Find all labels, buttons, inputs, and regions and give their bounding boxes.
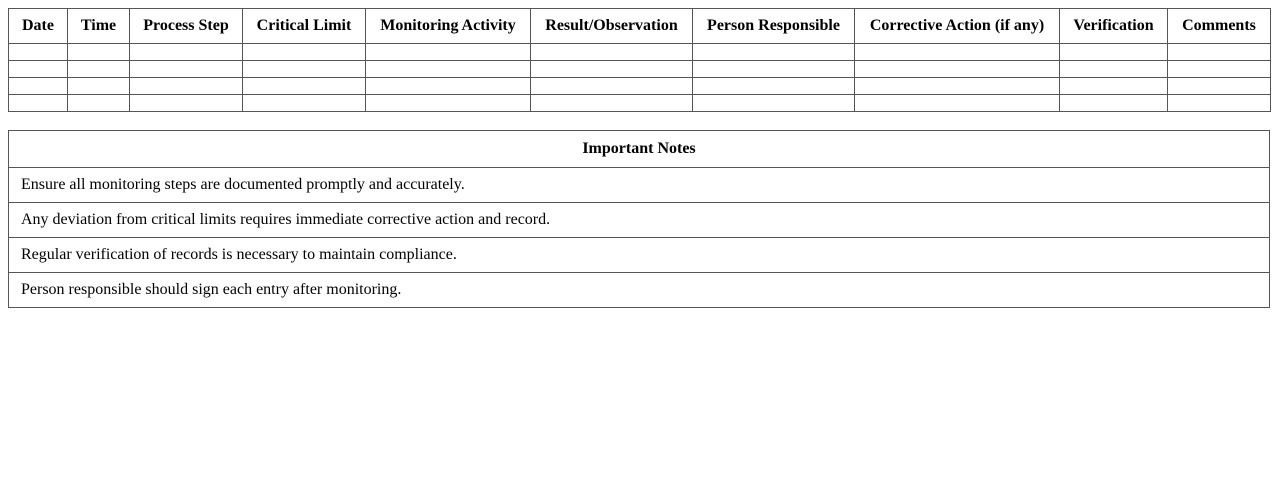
entry-process-step-cell[interactable] (130, 61, 243, 78)
entry-date-cell[interactable] (9, 78, 68, 95)
note-row (9, 203, 1270, 238)
entry-person-responsible-cell[interactable] (693, 44, 855, 61)
entry-comments-cell[interactable] (1168, 95, 1271, 112)
entry-person-responsible-cell[interactable] (693, 78, 855, 95)
column-header-corrective-action: Corrective Action (if any) (855, 9, 1060, 44)
monitoring-log-table (8, 8, 1271, 112)
entry-corrective-action-cell[interactable] (855, 61, 1060, 78)
entry-comments-cell[interactable] (1168, 61, 1271, 78)
column-header-verification: Verification (1060, 9, 1168, 44)
column-header-result-observation: Result/Observation (531, 9, 693, 44)
column-header-process-step: Process Step (130, 9, 243, 44)
entry-comments-cell[interactable] (1168, 78, 1271, 95)
log-entry-row (9, 61, 1271, 78)
entry-comments-cell[interactable] (1168, 44, 1271, 61)
note-row (9, 273, 1270, 308)
entry-corrective-action-cell[interactable] (855, 44, 1060, 61)
entry-verification-cell[interactable] (1060, 44, 1168, 61)
entry-monitoring-activity-cell[interactable] (366, 95, 531, 112)
column-header-date: Date (9, 9, 68, 44)
column-header-monitoring-activity: Monitoring Activity (366, 9, 531, 44)
entry-corrective-action-cell[interactable] (855, 78, 1060, 95)
entry-person-responsible-cell[interactable] (693, 61, 855, 78)
note-row (9, 238, 1270, 273)
entry-result-observation-cell[interactable] (531, 61, 693, 78)
entry-verification-cell[interactable] (1060, 95, 1168, 112)
column-header-critical-limit: Critical Limit (243, 9, 366, 44)
column-header-time: Time (68, 9, 130, 44)
note-item: Any deviation from critical limits requires immediate corrective action and record. (9, 203, 1270, 238)
entry-time-cell[interactable] (68, 78, 130, 95)
column-header-person-responsible: Person Responsible (693, 9, 855, 44)
entry-date-cell[interactable] (9, 95, 68, 112)
entry-process-step-cell[interactable] (130, 95, 243, 112)
log-entry-row (9, 95, 1271, 112)
entry-result-observation-cell[interactable] (531, 44, 693, 61)
entry-time-cell[interactable] (68, 95, 130, 112)
notes-title: Important Notes (9, 131, 1270, 168)
entry-critical-limit-cell[interactable] (243, 44, 366, 61)
entry-date-cell[interactable] (9, 61, 68, 78)
entry-process-step-cell[interactable] (130, 44, 243, 61)
entry-verification-cell[interactable] (1060, 78, 1168, 95)
entry-critical-limit-cell[interactable] (243, 78, 366, 95)
notes-header-row (9, 131, 1270, 168)
entry-date-cell[interactable] (9, 44, 68, 61)
important-notes-table (8, 130, 1270, 308)
entry-corrective-action-cell[interactable] (855, 95, 1060, 112)
entry-monitoring-activity-cell[interactable] (366, 78, 531, 95)
entry-person-responsible-cell[interactable] (693, 95, 855, 112)
entry-critical-limit-cell[interactable] (243, 61, 366, 78)
entry-critical-limit-cell[interactable] (243, 95, 366, 112)
entry-result-observation-cell[interactable] (531, 78, 693, 95)
entry-time-cell[interactable] (68, 61, 130, 78)
entry-verification-cell[interactable] (1060, 61, 1168, 78)
entry-process-step-cell[interactable] (130, 78, 243, 95)
column-header-comments: Comments (1168, 9, 1271, 44)
entry-monitoring-activity-cell[interactable] (366, 44, 531, 61)
log-entry-row (9, 78, 1271, 95)
note-row (9, 168, 1270, 203)
note-item: Ensure all monitoring steps are documented promptly and accurately. (9, 168, 1270, 203)
entry-time-cell[interactable] (68, 44, 130, 61)
note-item: Person responsible should sign each entry after monitoring. (9, 273, 1270, 308)
log-entry-row (9, 44, 1271, 61)
entry-monitoring-activity-cell[interactable] (366, 61, 531, 78)
entry-result-observation-cell[interactable] (531, 95, 693, 112)
note-item: Regular verification of records is necessary to maintain compliance. (9, 238, 1270, 273)
log-header-row (9, 9, 1271, 44)
